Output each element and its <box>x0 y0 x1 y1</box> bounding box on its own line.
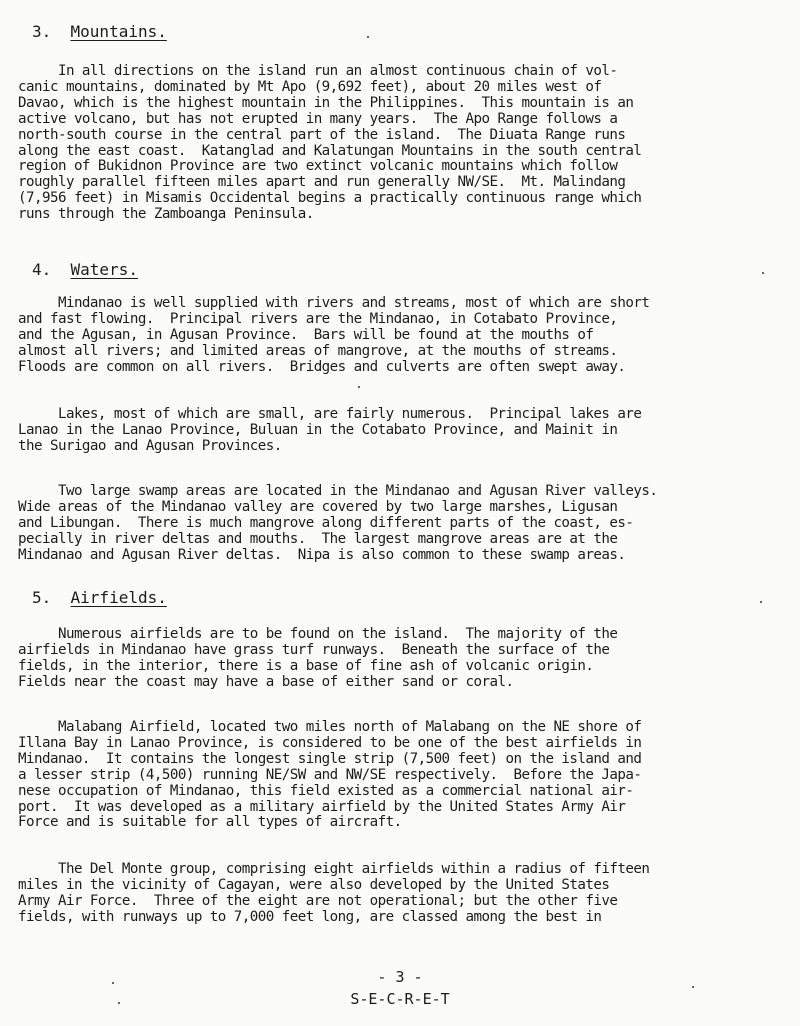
section-3-heading <box>32 22 167 42</box>
scan-speck <box>358 386 360 388</box>
page-number: - 3 - <box>377 968 423 986</box>
text-line: Mindanao. It contains the longest single strip (7,500 feet) on the island and <box>18 750 642 767</box>
text-line: runs through the Zamboanga Peninsula. <box>18 206 314 223</box>
text-line: and the Agusan, in Agusan Province. Bars will be found at the mouths of <box>18 326 594 343</box>
text-line: active volcano, but has not erupted in many years. The Apo Range follows a <box>18 110 618 127</box>
section-5-paragraph-1 <box>18 627 788 691</box>
text-line: airfields in Mindanao have grass turf runways. Beneath the surface of the <box>18 641 610 658</box>
text-line: Force and is suitable for all types of aircraft. <box>18 814 402 831</box>
text-line: Floods are common on all rivers. Bridges and culverts are often swept away. <box>18 358 626 375</box>
text-line: canic mountains, dominated by Mt Apo (9,692 feet), about 20 miles west of <box>18 78 602 95</box>
section-5-number: 5. <box>32 588 52 607</box>
section-4-title: Waters. <box>70 260 138 279</box>
text-line: almost all rivers; and limited areas of mangrove, at the mouths of streams. <box>18 342 618 359</box>
text-line: Wide areas of the Mindanao valley are covered by two large marshes, Ligusan <box>18 498 618 515</box>
section-4-number: 4. <box>32 260 52 279</box>
text-line: and fast flowing. Principal rivers are the Mindanao, in Cotabato Province, <box>18 310 618 327</box>
text-line: Davao, which is the highest mountain in the Philippines. This mountain is an <box>18 94 634 111</box>
text-line: Two large swamp areas are located in the Mindanao and Agusan River valleys. <box>18 483 658 499</box>
scan-speck <box>367 36 369 38</box>
section-3-paragraph-1 <box>18 64 788 223</box>
text-line: along the east coast. Katanglad and Kalatungan Mountains in the south central <box>18 142 642 159</box>
section-5-paragraph-3 <box>18 862 788 926</box>
text-line: miles in the vicinity of Cagayan, were also developed by the United States <box>18 876 610 893</box>
section-4-paragraph-1 <box>18 296 788 376</box>
scan-speck <box>762 272 764 274</box>
scan-speck <box>692 986 694 988</box>
scan-speck <box>118 1002 120 1004</box>
text-line: north-south course in the central part of the island. The Diuata Range runs <box>18 126 626 143</box>
text-line: (7,956 feet) in Misamis Occidental begins a practically continuous range which <box>18 190 642 207</box>
text-line: Lanao in the Lanao Province, Buluan in the Cotabato Province, and Mainit in <box>18 421 618 438</box>
section-3-number: 3. <box>32 22 52 41</box>
section-5-title: Airfields. <box>70 588 167 607</box>
section-4-paragraph-2 <box>18 407 788 455</box>
text-line: nese occupation of Mindanao, this field existed as a commercial national air- <box>18 782 634 799</box>
text-line: Fields near the coast may have a base of either sand or coral. <box>18 673 514 690</box>
text-line: In all directions on the island run an almost continuous chain of vol- <box>18 63 618 79</box>
text-line: Malabang Airfield, located two miles north of Malabang on the NE shore of <box>18 719 642 735</box>
text-line: fields, with runways up to 7,000 feet long, are classed among the best in <box>18 908 602 925</box>
text-line: Numerous airfields are to be found on the island. The majority of the <box>18 626 618 642</box>
text-line: Mindanao and Agusan River deltas. Nipa is also common to these swamp areas. <box>18 546 626 563</box>
scan-speck <box>112 982 114 984</box>
text-line: Illana Bay in Lanao Province, is considered to be one of the best airfields in <box>18 734 642 751</box>
text-line: and Libungan. There is much mangrove along different parts of the coast, es- <box>18 514 634 531</box>
section-4-heading <box>32 260 138 280</box>
text-line: The Del Monte group, comprising eight airfields within a radius of fifteen <box>18 861 650 877</box>
section-5-heading <box>32 588 167 608</box>
scan-speck <box>760 601 762 603</box>
section-4-paragraph-3 <box>18 484 788 564</box>
text-line: fields, in the interior, there is a base of fine ash of volcanic origin. <box>18 657 594 674</box>
section-5-paragraph-2 <box>18 720 788 831</box>
text-line: port. It was developed as a military airfield by the United States Army Air <box>18 798 626 815</box>
text-line: region of Bukidnon Province are two extinct volcanic mountains which follow <box>18 158 618 175</box>
text-line: roughly parallel fifteen miles apart and run generally NW/SE. Mt. Malindang <box>18 174 626 191</box>
text-line: a lesser strip (4,500) running NE/SW and NW/SE respectively. Before the Japa- <box>18 766 642 783</box>
text-line: the Surigao and Agusan Provinces. <box>18 437 282 454</box>
classification-marking: S-E-C-R-E-T <box>350 990 450 1008</box>
section-3-title: Mountains. <box>70 22 167 41</box>
text-line: Mindanao is well supplied with rivers and streams, most of which are short <box>18 295 650 311</box>
text-line: Army Air Force. Three of the eight are not operational; but the other five <box>18 892 618 909</box>
text-line: Lakes, most of which are small, are fairly numerous. Principal lakes are <box>18 406 642 422</box>
text-line: pecially in river deltas and mouths. The largest mangrove areas are at the <box>18 530 618 547</box>
